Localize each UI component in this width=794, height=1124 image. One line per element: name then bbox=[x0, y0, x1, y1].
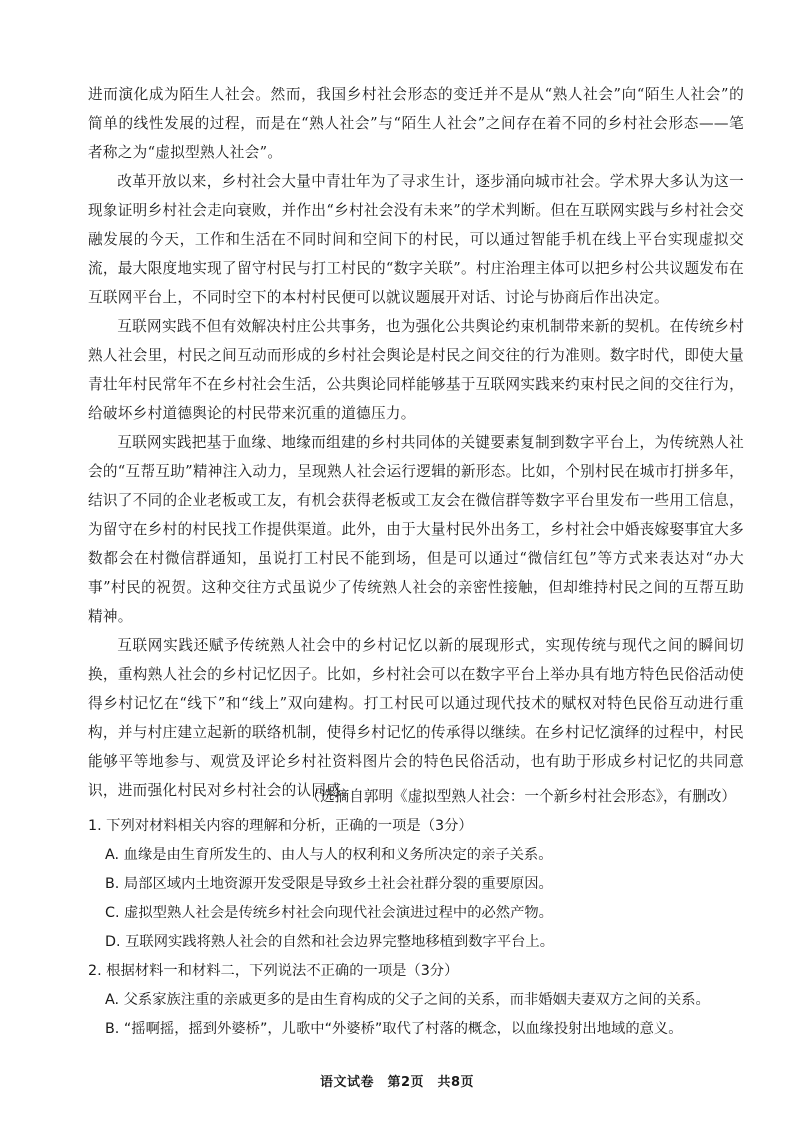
question-1-option-c: C. 虚拟型熟人社会是传统乡村社会向现代社会演进过程中的必然产物。 bbox=[105, 905, 553, 921]
reading-passage bbox=[88, 80, 744, 805]
question-1-option-d: D. 互联网实践将熟人社会的自然和社会边界完整地移植到数字平台上。 bbox=[105, 934, 555, 950]
passage-paragraph-3: 互联网实践不但有效解决村庄公共事务，也为强化公共舆论约束机制带来新的契机。在传统乡村熟人社会里，村民之间互动而形成的乡村社会舆论是村民之间交往的行为准则。数字时代，即使大量青壮年村民常年不在乡村社会生活，公共舆论同样能够基于互联网实践来约束村民之间的交往行为，给破坏乡村道德舆论的村民带来沉重的道德压力。 bbox=[88, 318, 744, 422]
question-1-option-a: A. 血缘是由生育所发生的、由人与人的权利和义务所决定的亲子关系。 bbox=[105, 847, 553, 863]
questions-section bbox=[88, 812, 758, 1044]
question-2-option-a: A. 父系家族注重的亲戚更多的是由生育构成的父子之间的关系，而非婚姻夫妻双方之间的关系。 bbox=[105, 992, 710, 1008]
question-1-option-b: B. 局部区域内土地资源开发受限是导致乡土社会社群分裂的重要原因。 bbox=[105, 876, 553, 892]
question-2-stem: 2. 根据材料一和材料二，下列说法不正确的一项是（3分） bbox=[88, 963, 459, 979]
passage-paragraph-4: 互联网实践把基于血缘、地缘而组建的乡村共同体的关键要素复制到数字平台上，为传统熟人社会的“互帮互助”精神注入动力，呈现熟人社会运行逻辑的新形态。比如，个别村民在城市打拼多年，结识了不同的企业老板或工友，有机会获得老板或工友会在微信群等数字平台里发布一些用工信息，为留守在乡村的村民找工作提供渠道。此外，由于大量村民外出务工，乡村社会中婚丧嫁娶事宜大多数都会在村微信群通知，虽说打工村民不能到场，但是可以通过“微信红包”等方式来表达对“办大事”村民的祝贺。这种交往方式虽说少了传统熟人社会的亲密性接触，但却维持村民之间的互帮互助精神。 bbox=[88, 434, 744, 625]
question-2-option-b: B. “摇啊摇，摇到外婆桥”，儿歌中“外婆桥”取代了村落的概念，以血缘投射出地域的意义。 bbox=[105, 1021, 683, 1037]
page-footer: 语文试卷 第2页 共8页 bbox=[319, 1075, 475, 1090]
passage-paragraph-5: 互联网实践还赋予传统熟人社会中的乡村记忆以新的展现形式，实现传统与现代之间的瞬间切换，重构熟人社会的乡村记忆因子。比如，乡村社会可以在数字平台上举办具有地方特色民俗活动使得乡村记忆在“线下”和“线上”双向建构。打工村民可以通过现代技术的赋权对特色民俗互动进行重构，并与村庄建立起新的联络机制，使得乡村记忆的传承得以继续。在乡村记忆演绎的过程中，村民能够平等地参与、观赏及评论乡村社资料图片会的特色民俗活动，也有助于形成乡村记忆的共同意识，进而强化村民对乡村社会的认同感。 bbox=[88, 637, 744, 799]
question-1-stem: 1. 下列对材料相关内容的理解和分析，正确的一项是（3分） bbox=[88, 818, 473, 834]
passage-paragraph-1: 进而演化成为陌生人社会。然而，我国乡村社会形态的变迁并不是从“熟人社会”向“陌生人社会”的简单的线性发展的过程，而是在“熟人社会”与“陌生人社会”之间存在着不同的乡村社会形态——笔者称之为“虚拟型熟人社会”。 bbox=[88, 86, 744, 161]
passage-paragraph-2: 改革开放以来，乡村社会大量中青壮年为了寻求生计，逐步涌向城市社会。学术界大多认为这一现象证明乡村社会走向衰败，并作出“乡村社会没有未来”的学术判断。但在互联网实践与乡村社会交融发展的今天，工作和生活在不同时间和空间下的村民，可以通过智能手机在线上平台实现虚拟交流，最大限度地实现了留守村民与打工村民的“数字关联”。村庄治理主体可以把乡村公共议题发布在互联网平台上，不同时空下的本村村民便可以就议题展开对话、讨论与协商后作出决定。 bbox=[88, 173, 744, 306]
source-citation: （选摘自郭明《虚拟型熟人社会：一个新乡村社会形态》，有删改） bbox=[305, 788, 736, 805]
